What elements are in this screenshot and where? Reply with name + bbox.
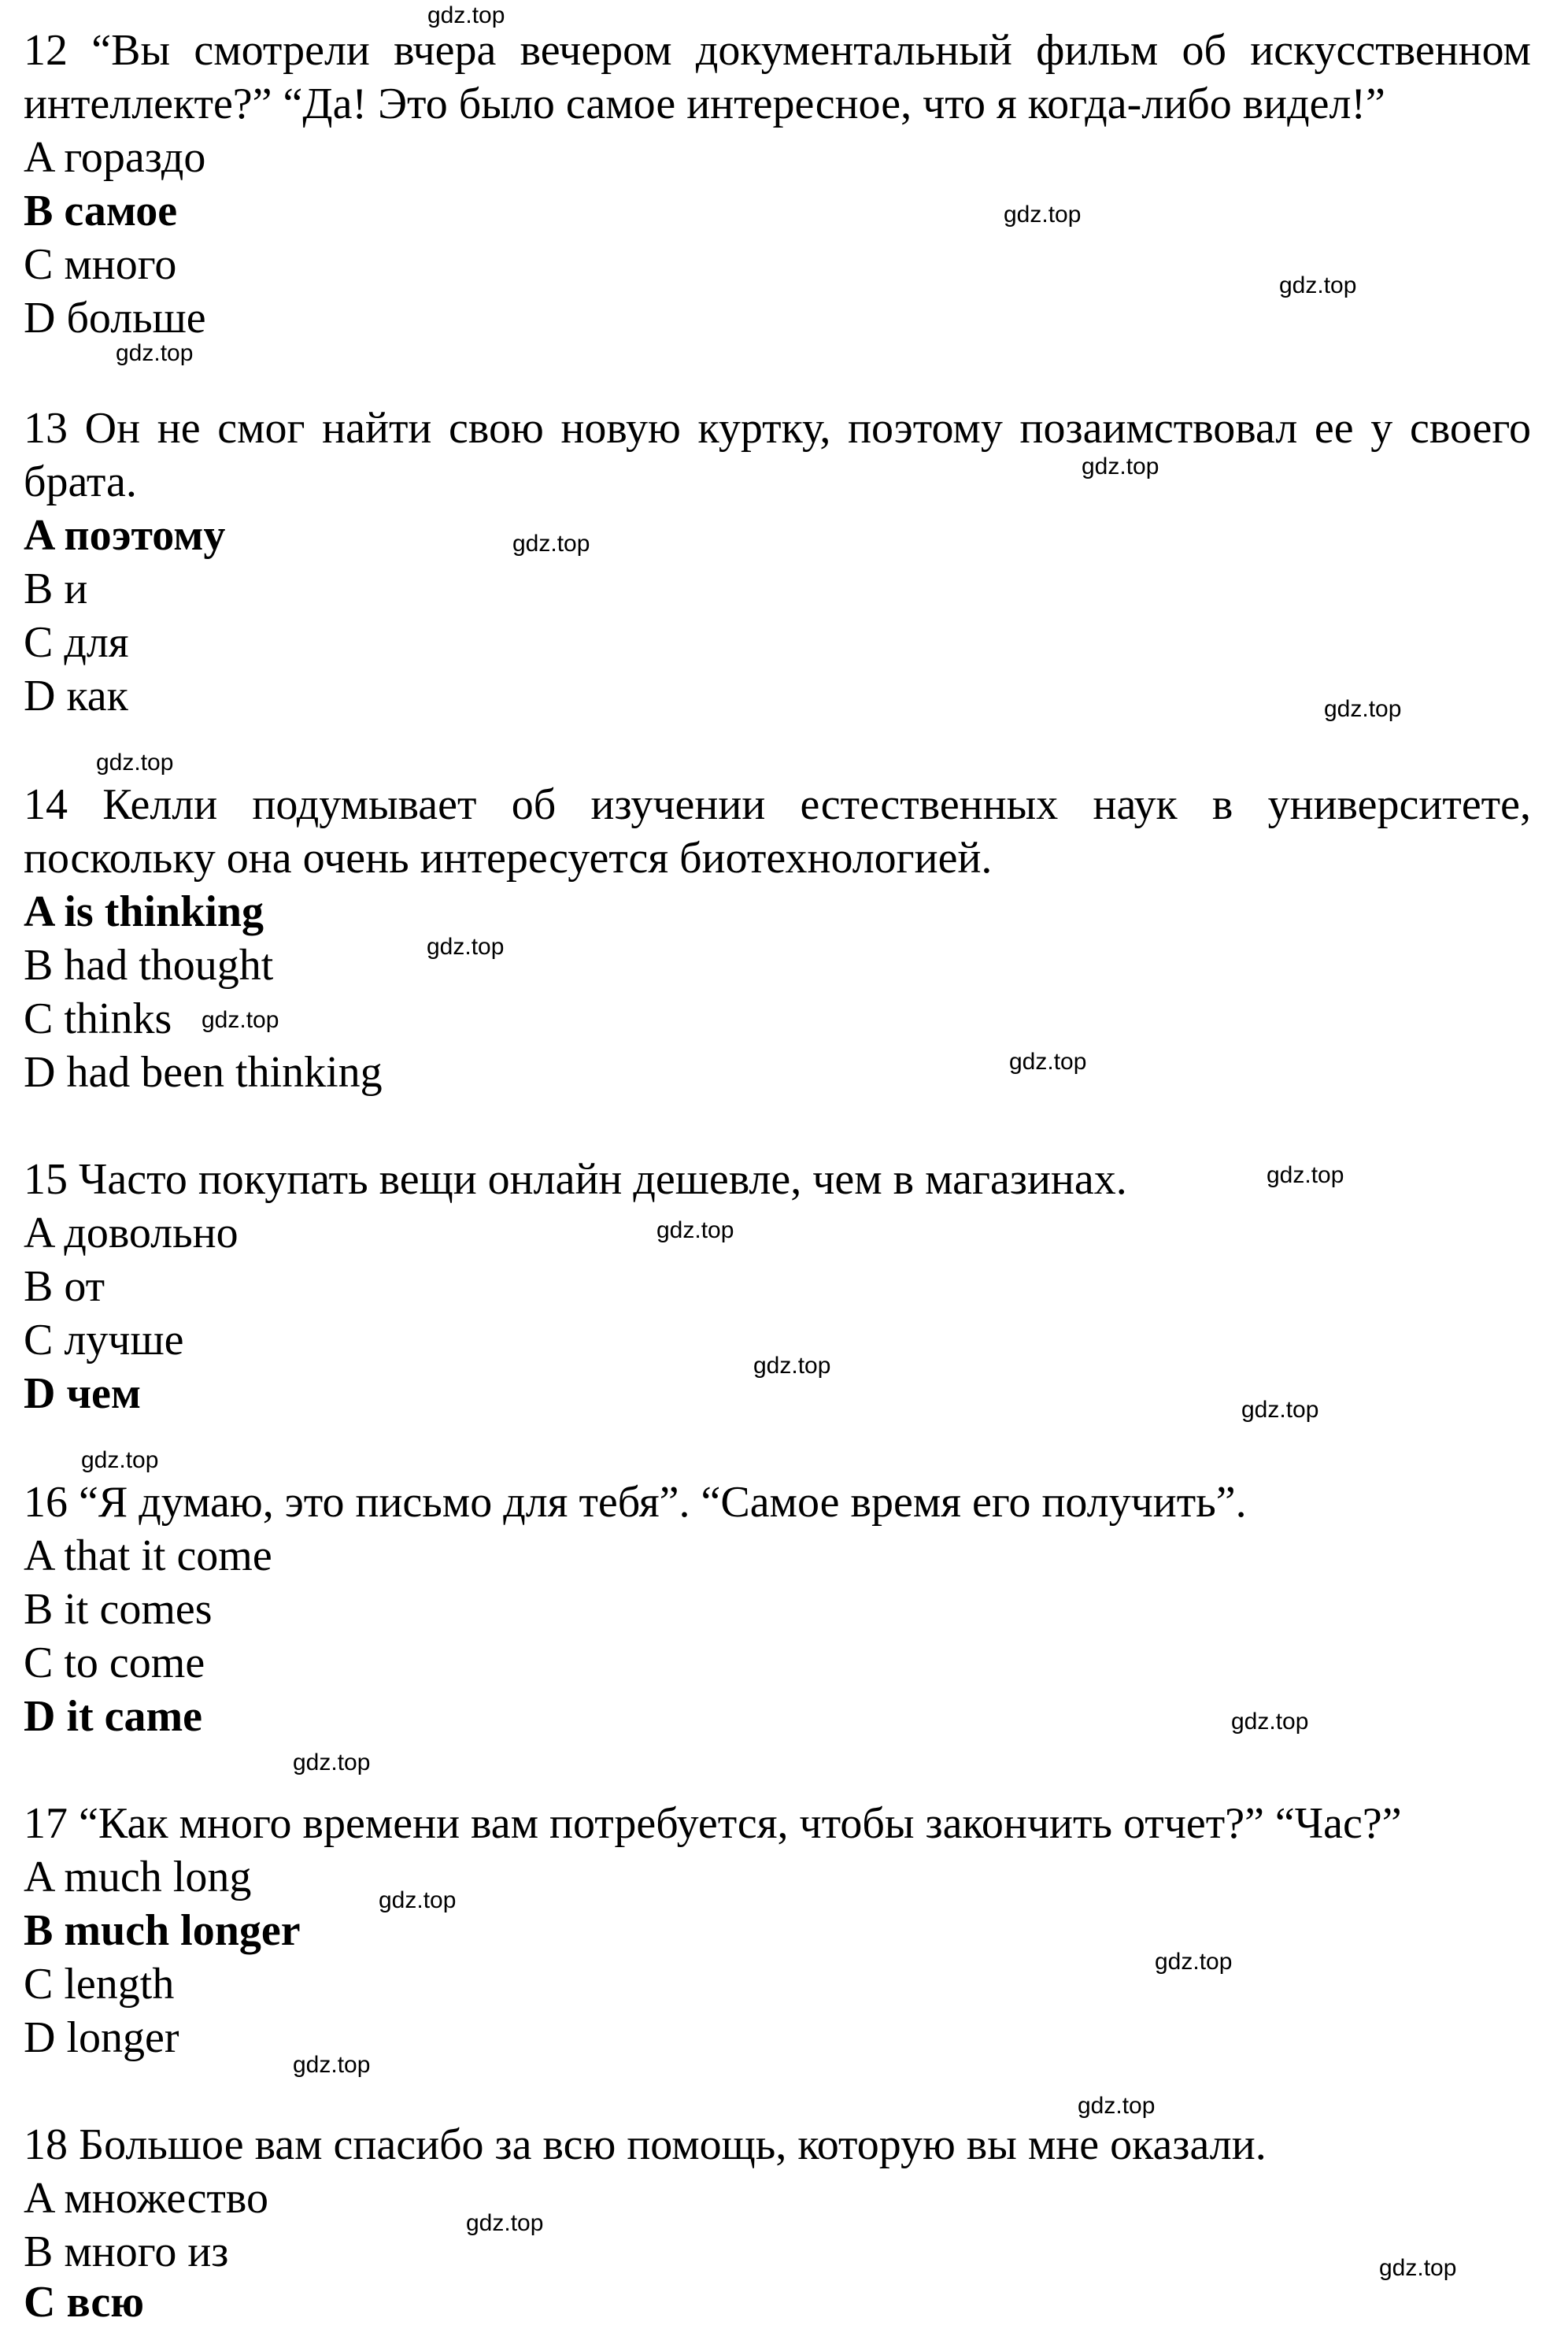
question-14-option-d: D had been thinking	[24, 1048, 383, 1097]
question-17-option-d: D longer	[24, 2013, 179, 2062]
question-18-option-c-correct: C всю	[24, 2278, 145, 2327]
question-16-option-a: A that it come	[24, 1531, 272, 1580]
watermark-text: gdz.top	[1078, 2093, 1156, 2119]
watermark-text: gdz.top	[116, 340, 194, 366]
watermark-text: gdz.top	[96, 750, 174, 776]
watermark-text: gdz.top	[81, 1447, 159, 1473]
watermark-text: gdz.top	[1241, 1397, 1319, 1423]
watermark-text: gdz.top	[1082, 454, 1159, 480]
question-13-option-c: C для	[24, 618, 129, 667]
question-12-option-d: D больше	[24, 294, 206, 342]
question-14-option-c: C thinks	[24, 994, 172, 1043]
question-13-text: 13 Он не смог найти свою новую куртку, поэтому позаимствовал ее у своего брата.	[24, 404, 1531, 506]
watermark-text: gdz.top	[202, 1007, 279, 1033]
question-16-option-d-correct: D it came	[24, 1692, 203, 1741]
question-13-option-d: D как	[24, 672, 128, 720]
watermark-text: gdz.top	[1324, 696, 1402, 722]
watermark-text: gdz.top	[1379, 2255, 1457, 2281]
question-16-option-b: B it comes	[24, 1585, 213, 1634]
question-15-text: 15 Часто покупать вещи онлайн дешевле, чем в магазинах.	[24, 1155, 1127, 1204]
watermark-text: gdz.top	[427, 2, 505, 28]
question-17-option-a: A much long	[24, 1853, 252, 1901]
question-17-option-c: C length	[24, 1960, 175, 2009]
watermark-text: gdz.top	[656, 1217, 734, 1243]
watermark-text: gdz.top	[1231, 1709, 1309, 1735]
question-18-option-b: B много из	[24, 2227, 229, 2276]
question-18-text: 18 Большое вам спасибо за всю помощь, которую вы мне оказали.	[24, 2120, 1267, 2169]
question-14-option-a-correct: A is thinking	[24, 887, 264, 936]
watermark-text: gdz.top	[466, 2210, 544, 2236]
watermark-text: gdz.top	[1267, 1162, 1344, 1188]
watermark-text: gdz.top	[753, 1353, 831, 1379]
watermark-text: gdz.top	[293, 1750, 371, 1775]
question-14-option-b: B had thought	[24, 941, 274, 990]
question-17-text: 17 “Как много времени вам потребуется, чтобы закончить отчет?” “Час?”	[24, 1799, 1402, 1848]
question-15-option-c: C лучше	[24, 1316, 184, 1364]
question-14-text: 14 Келли подумывает об изучении естественных наук в университете, поскольку она очень интересуется биотехнологией.	[24, 780, 1531, 883]
watermark-text: gdz.top	[1009, 1049, 1087, 1075]
watermark-text: gdz.top	[1155, 1949, 1233, 1975]
question-12-text: 12 “Вы смотрели вчера вечером документальный фильм об искусственном интеллекте?” “Да! Это было самое интересное, что я когда-либо видел!”	[24, 26, 1531, 128]
question-16-text: 16 “Я думаю, это письмо для тебя”. “Самое время его получить”.	[24, 1478, 1247, 1527]
question-18-option-a: A множество	[24, 2174, 268, 2223]
question-12-option-a: A гораздо	[24, 133, 206, 182]
question-12-option-b-correct: B самое	[24, 187, 178, 235]
question-13-option-a-correct: A поэтому	[24, 511, 226, 560]
watermark-text: gdz.top	[1279, 272, 1357, 298]
question-15-option-b: B от	[24, 1262, 105, 1311]
watermark-text: gdz.top	[512, 531, 590, 557]
question-17-option-b-correct: B much longer	[24, 1906, 301, 1955]
watermark-text: gdz.top	[379, 1887, 457, 1913]
watermark-text: gdz.top	[1004, 202, 1082, 228]
question-15-option-d-correct: D чем	[24, 1369, 142, 1418]
question-15-option-a: A довольно	[24, 1209, 239, 1257]
question-16-option-c: C to come	[24, 1638, 205, 1687]
question-12-option-c: C много	[24, 240, 177, 289]
question-13-option-b: B и	[24, 565, 88, 613]
watermark-text: gdz.top	[293, 2052, 371, 2078]
watermark-text: gdz.top	[427, 934, 505, 960]
